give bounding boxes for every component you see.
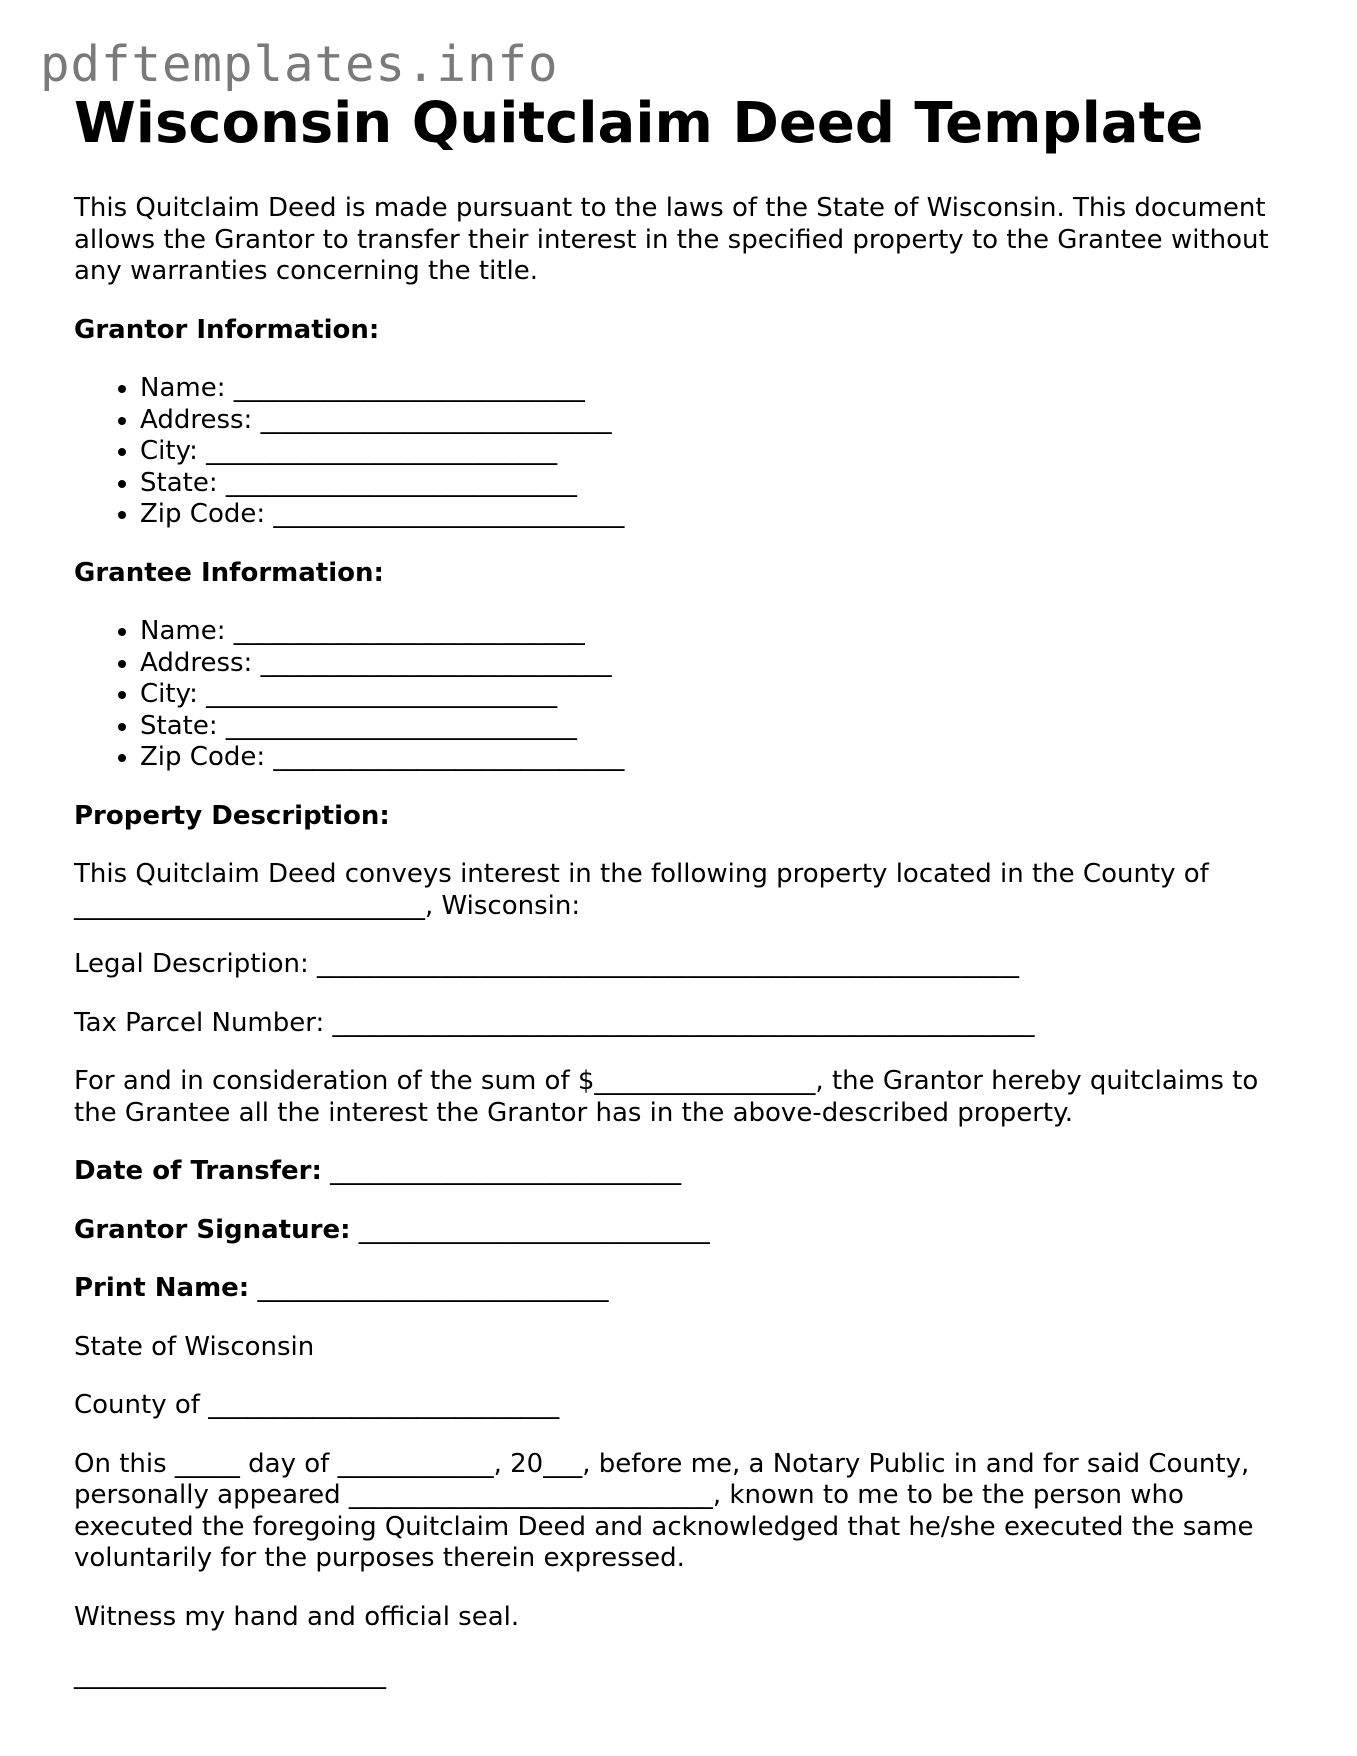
grantor-heading: Grantor Information: bbox=[74, 314, 380, 345]
date-of-transfer-blank: ___________________________ bbox=[321, 1156, 682, 1186]
notary-acknowledgment-paragraph: On this _____ day of ____________, 20___, before me, a Notary Public in and for said County, personally appeared ____________________________, known to me to be the person who executed the foregoing Quitclaim Deed and acknowledged that he/she executed the same voluntarily for the purposes therein expressed. bbox=[74, 1448, 1254, 1573]
notary-county-field: County of ___________________________ bbox=[74, 1390, 560, 1420]
notary-signature-line: ________________________ bbox=[74, 1660, 386, 1690]
grantee-fields-list bbox=[74, 616, 1304, 774]
grantor-fields-list bbox=[74, 373, 1304, 531]
witness-statement: Witness my hand and official seal. bbox=[74, 1601, 520, 1632]
page-title: Wisconsin Quitclaim Deed Template bbox=[74, 91, 1204, 156]
grantee-state-field: • State: ___________________________ bbox=[140, 711, 1304, 743]
grantee-heading: Grantee Information: bbox=[74, 557, 384, 588]
print-name-field bbox=[74, 1273, 1304, 1305]
grantor-state-field: • State: ___________________________ bbox=[140, 468, 1304, 500]
property-conveys-paragraph: This Quitclaim Deed conveys interest in the following property located in the County of ___________________________, Wisconsin: bbox=[74, 859, 1209, 921]
grantor-zip-field: • Zip Code: ___________________________ bbox=[140, 499, 1304, 531]
grantee-zip-field: • Zip Code: ___________________________ bbox=[140, 742, 1304, 774]
grantee-address-field: • Address: ___________________________ bbox=[140, 648, 1304, 680]
tax-parcel-field: Tax Parcel Number: ______________________________________________________ bbox=[74, 1007, 1035, 1038]
grantor-address-field: • Address: ___________________________ bbox=[140, 405, 1304, 437]
intro-paragraph: This Quitclaim Deed is made pursuant to the laws of the State of Wisconsin. This document allows the Grantor to transfer their interest in the specified property to the Grantee without any warranties concerning the title. bbox=[74, 193, 1269, 286]
legal-description-field: Legal Description: ______________________________________________________ bbox=[74, 949, 1020, 979]
grantee-name-field: • Name: ___________________________ bbox=[140, 616, 1304, 648]
print-name-label: Print Name: bbox=[74, 1273, 250, 1303]
grantee-city-field: • City: ___________________________ bbox=[140, 679, 1304, 711]
grantor-signature-label: Grantor Signature: bbox=[74, 1214, 351, 1245]
watermark: pdftemplates.info bbox=[40, 36, 559, 93]
property-heading: Property Description: bbox=[74, 800, 390, 831]
grantor-city-field: • City: ___________________________ bbox=[140, 436, 1304, 468]
document-body bbox=[74, 193, 1304, 1719]
date-of-transfer-label: Date of Transfer: bbox=[74, 1156, 322, 1186]
print-name-blank: ___________________________ bbox=[249, 1273, 609, 1303]
date-of-transfer-field bbox=[74, 1156, 1304, 1188]
notary-state: State of Wisconsin bbox=[74, 1331, 315, 1362]
consideration-paragraph: For and in consideration of the sum of $_________________, the Grantor hereby quitclaims to the Grantee all the interest the Grantor has in the above-described property. bbox=[74, 1066, 1259, 1128]
grantor-signature-blank: ___________________________ bbox=[350, 1214, 710, 1245]
grantor-name-field: • Name: ___________________________ bbox=[140, 373, 1304, 405]
grantor-signature-field bbox=[74, 1215, 1304, 1247]
